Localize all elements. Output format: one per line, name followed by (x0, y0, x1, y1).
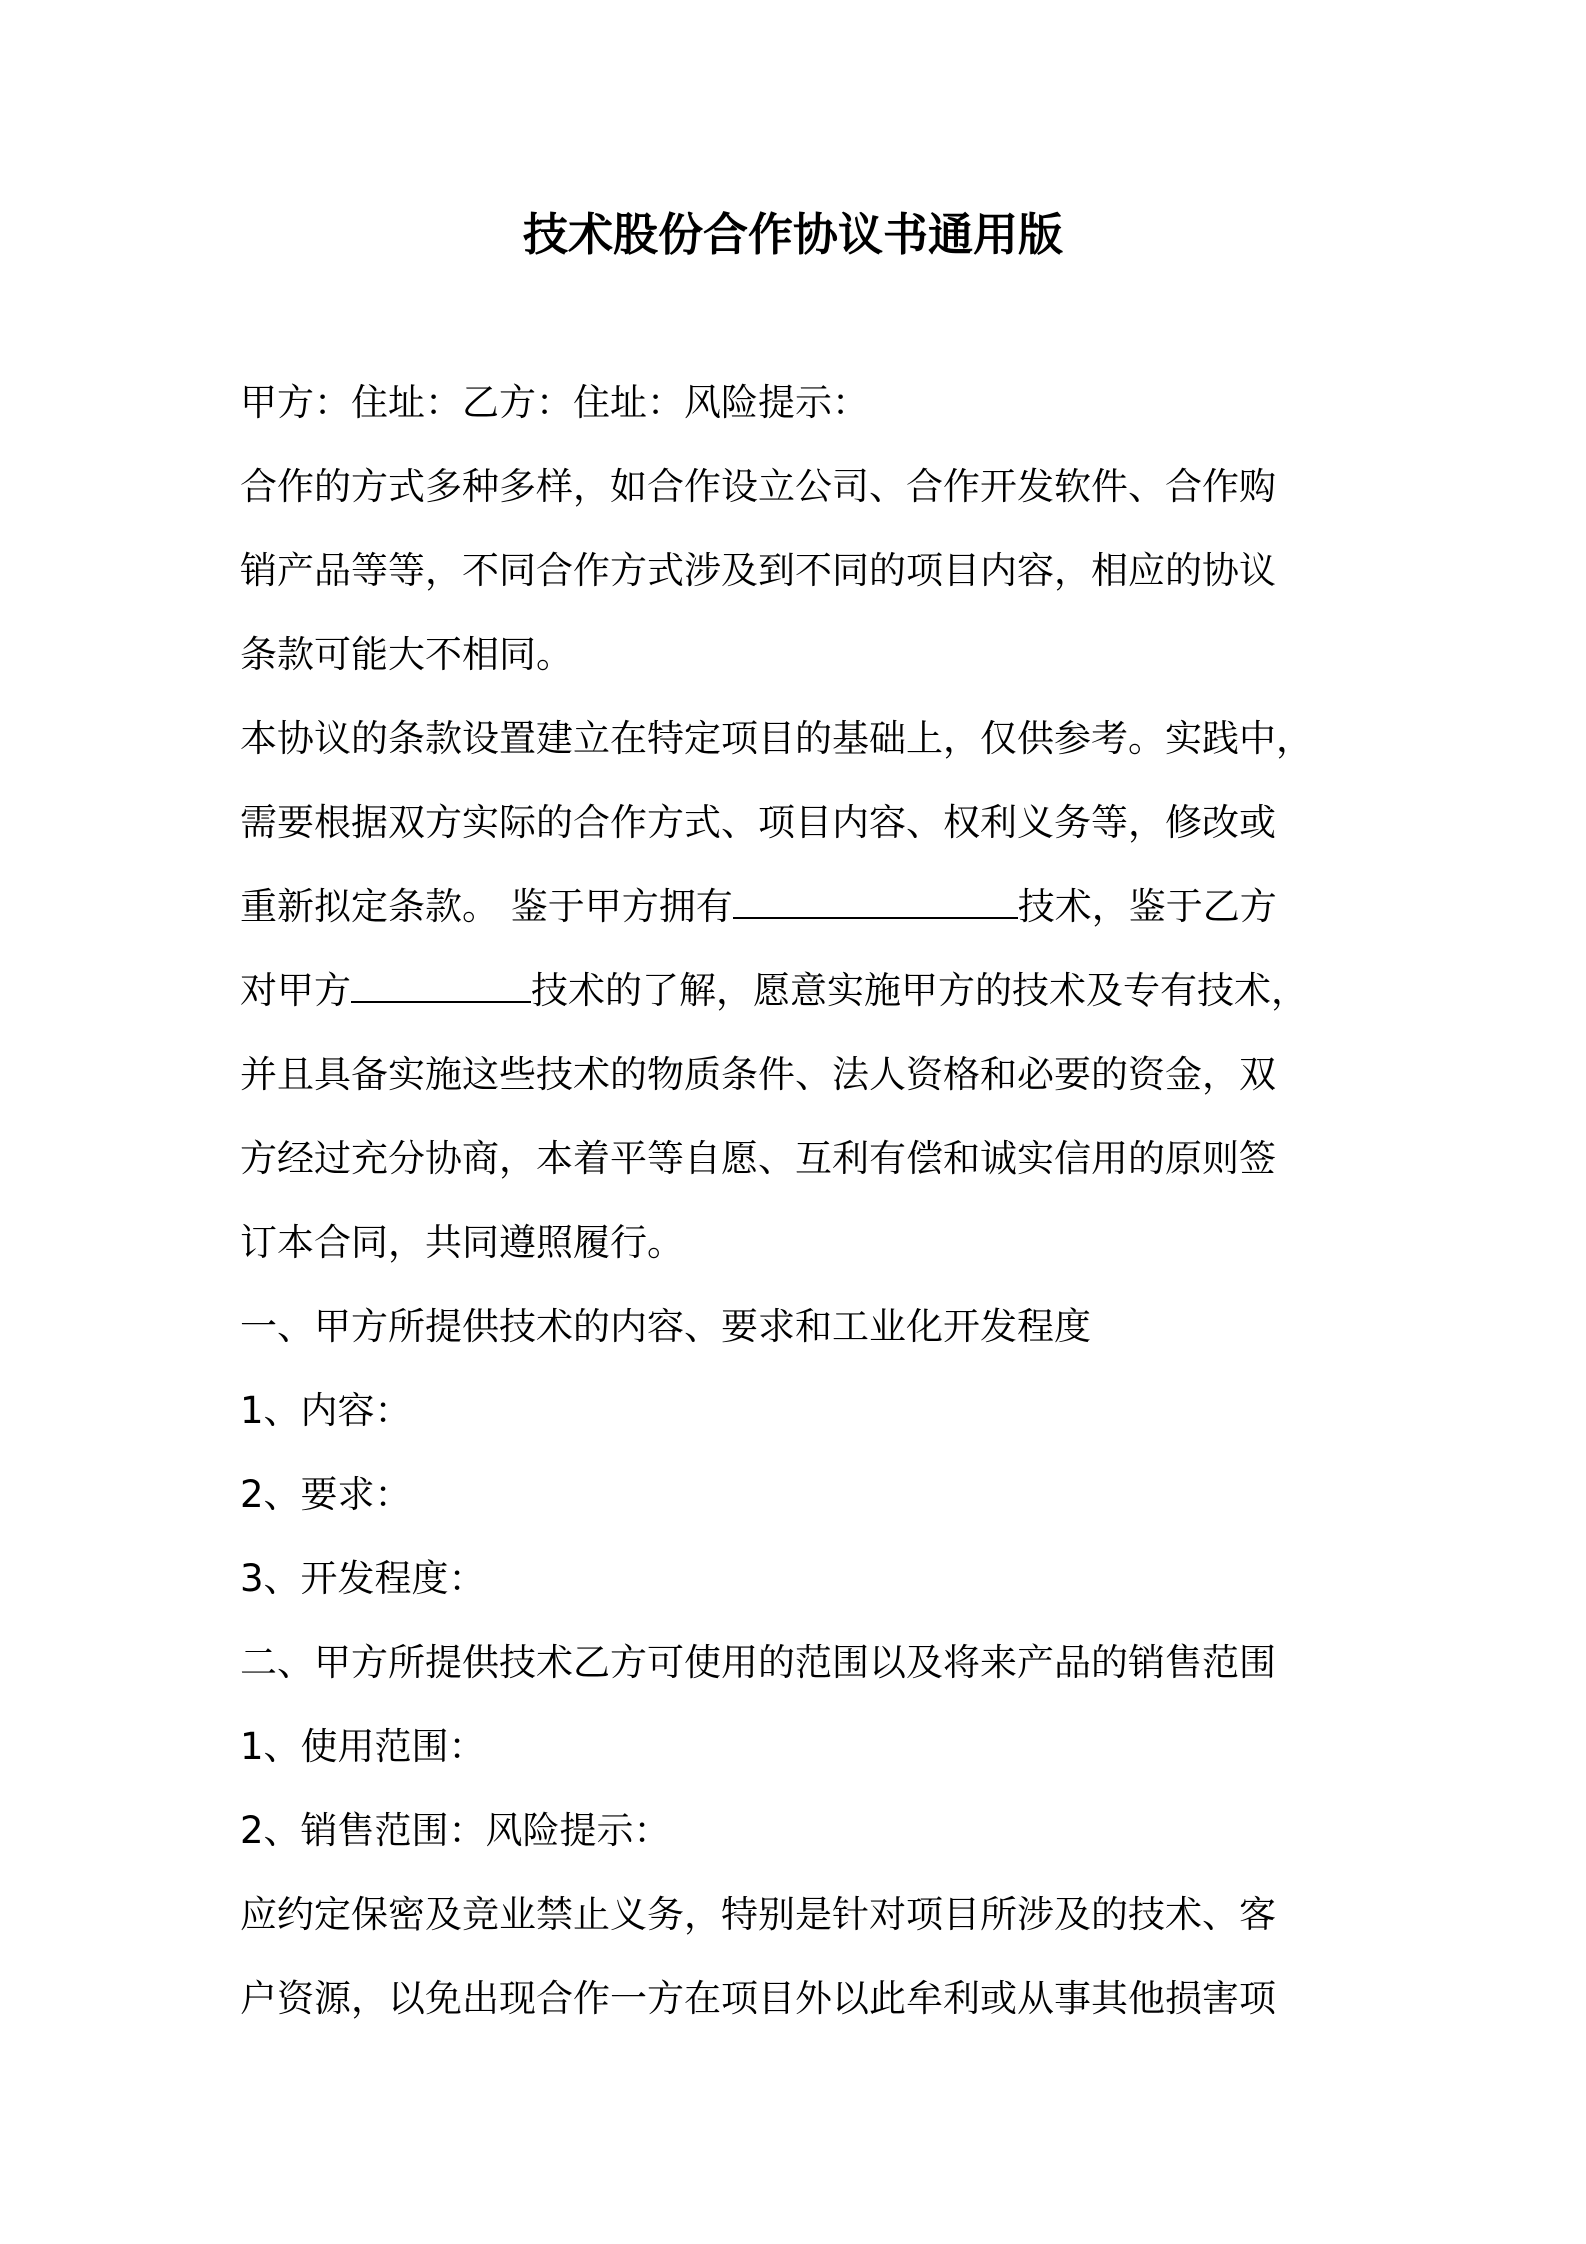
list-item: 1、使用范围： (240, 1725, 486, 1768)
text-line: 销产品等等，不同合作方式涉及到不同的项目内容，相应的协议 (240, 549, 1276, 592)
section-heading: 二、甲方所提供技术乙方可使用的范围以及将来产品的销售范围 (240, 1641, 1276, 1684)
document-body (240, 361, 1350, 2041)
text-line: 应约定保密及竞业禁止义务，特别是针对项目所涉及的技术、客 (240, 1893, 1276, 1936)
text-line: 需要根据双方实际的合作方式、项目内容、权利义务等，修改或 (240, 801, 1276, 844)
text-segment: 技术，鉴于乙方 (1017, 885, 1277, 928)
text-line: 户资源，以免出现合作一方在项目外以此牟利或从事其他损害项 (240, 1977, 1276, 2020)
text-line: 方经过充分协商，本着平等自愿、互利有偿和诚实信用的原则签 (240, 1137, 1276, 1180)
text-line-with-blank (240, 949, 1350, 1033)
text-line: 条款可能大不相同。 (240, 633, 573, 676)
text-segment: 重新拟定条款。 鉴于甲方拥有 (240, 885, 733, 928)
text-line: 本协议的条款设置建立在特定项目的基础上，仅供参考。实践中， (240, 717, 1313, 760)
list-item: 1、内容： (240, 1389, 412, 1432)
fill-in-blank (351, 964, 531, 1003)
text-line: 并且具备实施这些技术的物质条件、法人资格和必要的资金，双 (240, 1053, 1276, 1096)
text-line: 合作的方式多种多样，如合作设立公司、合作开发软件、合作购 (240, 465, 1276, 508)
list-item: 2、销售范围：风险提示： (240, 1809, 671, 1852)
text-segment: 对甲方 (240, 969, 351, 1012)
list-item: 3、开发程度： (240, 1557, 486, 1600)
text-segment: 技术的了解，愿意实施甲方的技术及专有技术， (531, 969, 1308, 1012)
text-line-with-blank (240, 865, 1350, 949)
text-line: 订本合同，共同遵照履行。 (240, 1221, 684, 1264)
list-item: 2、要求： (240, 1473, 412, 1516)
section-heading: 一、甲方所提供技术的内容、要求和工业化开发程度 (240, 1305, 1091, 1348)
document-title: 技术股份合作协议书通用版 (522, 208, 1063, 261)
text-line: 甲方：住址：乙方：住址：风险提示： (240, 381, 869, 424)
fill-in-blank (733, 880, 1018, 919)
